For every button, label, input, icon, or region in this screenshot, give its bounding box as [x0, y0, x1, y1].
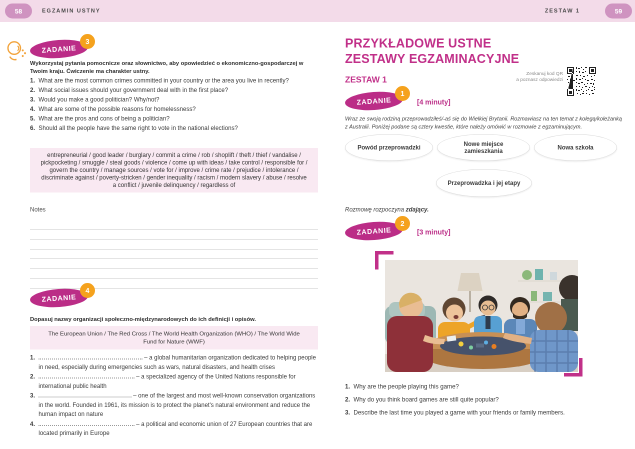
- definition-number: 1.: [30, 354, 36, 361]
- left-page-number-badge: 58: [5, 4, 32, 19]
- task1-badge-label: ZADANIE: [356, 95, 392, 107]
- definition-text: – a specialized agency of the United Nations responsible for international public health: [38, 373, 296, 390]
- qr-caption: [500, 71, 563, 83]
- task3-instruction: Wykorzystaj pytania pomocnicze oraz słownictwo, aby opowiedzieć o ekonomiczno-gospodarczej w Twoim kraju. Ćwiczenie ma charakter ustny.: [30, 60, 304, 75]
- task1-number: 1: [395, 86, 410, 101]
- question-text: What social issues should your government deal with in the first place?: [38, 86, 229, 94]
- question-row: [345, 396, 625, 409]
- definition-text: – a global humanitarian organization dedicated to helping people in need, especially during emergencies such as wars, natural disasters, and health crises: [38, 354, 316, 371]
- question-row: [30, 87, 330, 97]
- right-section-label: ZESTAW 1: [544, 8, 580, 14]
- task1-instruction: Wraz ze swoją rodziną przeprowadziłeś/-aś się do Wielkiej Brytanii. Rozmawiasz na ten temat z kolegą/koleżanką z Australii. Poniżej podane są cztery kwestie, które należy omówić w rozmowie z egzaminującym.: [345, 116, 622, 130]
- notes-line: [30, 220, 318, 230]
- task4-number: 4: [80, 283, 95, 298]
- question-text: Why are the people playing this game?: [353, 383, 459, 390]
- set-heading: ZESTAW 1: [345, 75, 387, 85]
- topic-bubble-new-place: Nowe miejsce zamieszkania: [437, 134, 530, 161]
- definition-text: – one of the largest and most well-known conservation organizations in the world. Founded in 1961, its mission is to protect the planet's natural environment and reduce the human impact on nature: [38, 392, 316, 418]
- answer-blank: [39, 419, 135, 426]
- word-bank-box: entrepreneurial / good leader / burglary / commit a crime / rob / shoplift / theft / thief / vandalise / pickpocketing / smuggle / steal goods / violence / come up with ideas / take control / responsible for / govern the country / manage sources / vote for / improve / crime rate / prejudice / intolerance / discriminate against / poverty-stricken / gender inequality / racism / modern slavery / abuse / resolve a conflict / juvenile delinquency / regardless of: [30, 148, 318, 192]
- question-number: 5.: [30, 115, 36, 122]
- question-row: [30, 96, 330, 106]
- topic-bubble-new-school: Nowa szkoła: [534, 134, 617, 161]
- question-row: [30, 77, 330, 87]
- task1-note: [345, 206, 429, 213]
- question-text: Would you make a good politician? Why/not?: [38, 96, 160, 103]
- definition-text: – a political and economic union of 27 European countries that are located primarily in Europe: [38, 420, 313, 437]
- board-game-photo: [385, 260, 578, 372]
- question-text: What are the most common crimes committed in your country or the area you live in recently?: [38, 77, 289, 84]
- question-number: 3.: [30, 96, 36, 103]
- notes-label: Notes: [30, 206, 46, 213]
- question-row: [30, 115, 330, 125]
- notes-lines: [30, 220, 318, 288]
- photo-corner-bracket-bottomright: [564, 358, 583, 377]
- task4-badge-label: ZADANIE: [41, 292, 77, 304]
- answer-blank: [39, 391, 132, 398]
- question-text: Should all the people have the same right to vote in the national elections?: [38, 124, 238, 132]
- task1-note-prefix: Rozmowę rozpoczyna: [345, 206, 406, 213]
- question-number: 6.: [30, 124, 36, 132]
- task1-note-bold: zdający.: [405, 206, 429, 213]
- notes-line: [30, 230, 318, 240]
- task1-duration: [4 minuty]: [417, 98, 451, 106]
- question-number: 1.: [30, 77, 36, 84]
- question-text: Why do you think board games are still quite popular?: [353, 396, 499, 403]
- topic-bubble-reason: Powód przeprowadzki: [345, 134, 433, 161]
- definition-item: [30, 372, 319, 391]
- question-number: 1.: [345, 383, 351, 390]
- task2-question-list: [345, 383, 625, 422]
- notes-line: [30, 269, 318, 279]
- notes-line: [30, 249, 318, 259]
- topic-bubble-stages: Przeprowadzka i jej etapy: [436, 169, 532, 197]
- question-number: 3.: [345, 409, 351, 416]
- question-row: [345, 383, 625, 396]
- speaking-icon: [5, 39, 28, 64]
- organizations-options-box: The European Union / The Red Cross / The World Health Organization (WHO) / The World Wide Fund for Nature (WWF): [30, 326, 318, 350]
- question-text: What are some of the possible reasons for homelessness?: [38, 105, 196, 113]
- definition-number: 4.: [30, 420, 36, 428]
- task3-badge-label: ZADANIE: [41, 43, 77, 55]
- notes-line: [30, 259, 318, 269]
- definition-item: [30, 391, 319, 419]
- question-row: [345, 409, 625, 422]
- definitions-list: [30, 353, 319, 438]
- definition-number: 2.: [30, 373, 36, 380]
- notes-line: [30, 240, 318, 250]
- question-number: 4.: [30, 105, 36, 113]
- definition-item: [30, 419, 319, 438]
- answer-blank: [39, 372, 135, 379]
- left-section-label: EGZAMIN USTNY: [42, 8, 101, 14]
- page-title-line1: PRZYKŁADOWE USTNE: [345, 36, 492, 51]
- task2-number: 2: [395, 216, 410, 231]
- task2-badge-label: ZADANIE: [356, 225, 392, 237]
- notes-line: [30, 279, 318, 289]
- page-title-line2: ZESTAWY EGZAMINACYJNE: [345, 52, 520, 66]
- question-row: [30, 106, 330, 116]
- question-number: 2.: [30, 86, 36, 94]
- qr-code: [567, 67, 596, 96]
- answer-blank: [39, 353, 143, 360]
- right-page-number-badge: 59: [605, 4, 632, 19]
- task3-question-list: [30, 77, 330, 134]
- task3-number: 3: [80, 34, 95, 49]
- question-row: [30, 125, 330, 135]
- task4-instruction: Dopasuj nazwy organizacji społeczno-międzynarodowych do ich definicji i opisów.: [30, 316, 256, 323]
- qr-caption-line1: Zeskanuj kod QR: [526, 71, 563, 77]
- definition-number: 3.: [30, 392, 36, 399]
- task2-duration: [3 minuty]: [417, 228, 451, 236]
- definition-item: [30, 353, 319, 372]
- page-title: [345, 36, 519, 67]
- question-text: Describe the last time you played a game with your friends or family members.: [353, 409, 565, 416]
- header-strip: [0, 0, 635, 22]
- question-number: 2.: [345, 396, 351, 403]
- question-text: What are the pros and cons of being a politician?: [38, 115, 170, 122]
- qr-caption-line2: a poznasz odpowiedzi: [516, 77, 563, 83]
